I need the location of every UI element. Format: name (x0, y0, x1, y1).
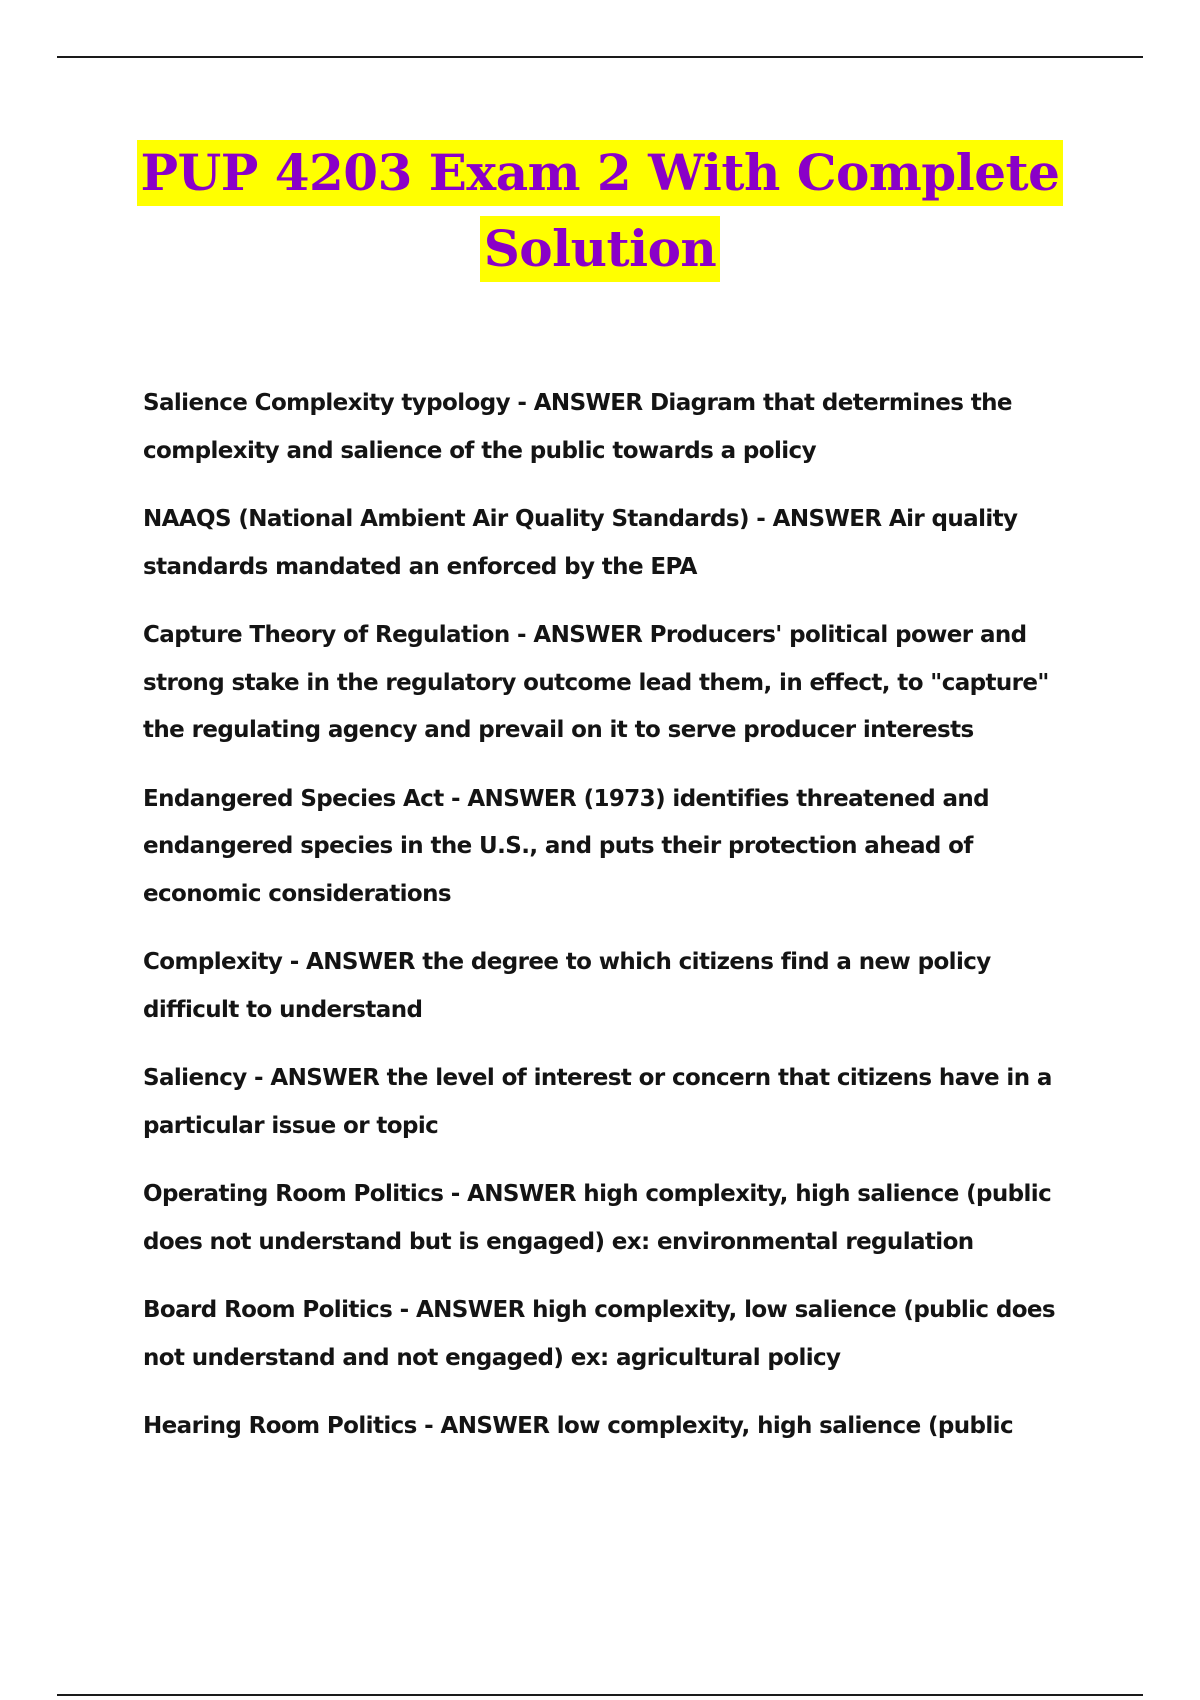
title-line-2: Solution (480, 216, 721, 282)
header-rule (57, 56, 1143, 58)
qa-entry-salience-complexity-typology: Salience Complexity typology - ANSWER Diagram that determines the complexity and salience of the public towards a policy (143, 390, 1012, 464)
qa-entry-capture-theory: Capture Theory of Regulation - ANSWER Producers' political power and strong stake in the regulatory outcome lead them, in effect, to "capture" the regulating agency and prevail on it to serve producer interests (143, 622, 1049, 743)
qa-entry-operating-room-politics: Operating Room Politics - ANSWER high complexity, high salience (public does not understand but is engaged) ex: environmental regulation (143, 1181, 1052, 1255)
qa-entry-saliency: Saliency - ANSWER the level of interest or concern that citizens have in a particular issue or topic (143, 1065, 1052, 1139)
title-line-1: PUP 4203 Exam 2 With Complete (137, 140, 1064, 206)
qa-entry-endangered-species-act: Endangered Species Act - ANSWER (1973) identifies threatened and endangered species in the U.S., and puts their protection ahead of economic considerations (143, 785, 990, 907)
qa-entry-hearing-room-politics: Hearing Room Politics - ANSWER low complexity, high salience (public (143, 1413, 1013, 1439)
document-title (0, 140, 1200, 282)
footer-rule (57, 1694, 1143, 1696)
qa-entry-complexity: Complexity - ANSWER the degree to which citizens find a new policy difficult to understand (143, 949, 991, 1023)
qa-entry-naaqs: NAAQS (National Ambient Air Quality Standards) - ANSWER Air quality standards mandated an enforced by the EPA (143, 506, 1018, 580)
qa-list (143, 380, 1088, 1472)
qa-entry-board-room-politics: Board Room Politics - ANSWER high complexity, low salience (public does not understand and not engaged) ex: agricultural policy (143, 1297, 1055, 1371)
